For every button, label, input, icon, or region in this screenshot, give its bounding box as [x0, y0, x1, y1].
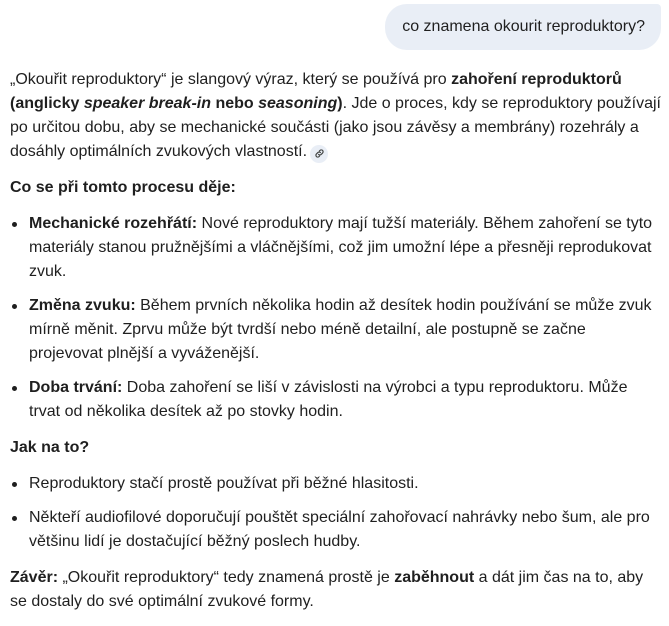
list-item-title: Mechanické rozehřátí: [29, 215, 198, 232]
model-response [10, 68, 661, 626]
list-item-text: Doba zahoření se liší v závislosti na výrobci a typu reproduktoru. Může trvat od několika desítek až po stovky hodin. [29, 379, 628, 420]
list-item-title: Změna zvuku: [29, 297, 136, 314]
list-item-text: Někteří audiofilové doporučují pouštět speciální zahořovací nahrávky nebo šum, ale pro většinu lidí je dostačující běžný poslech hudby. [29, 509, 650, 550]
section-heading-howto: Jak na to? [10, 439, 90, 456]
conclusion-text-2: a dát jim čas na to, aby se dostaly do své optimální zvukové formy. [10, 569, 644, 610]
list-item-text: Reproduktory stačí prostě používat při běžné hlasitosti. [29, 475, 419, 492]
intro-bold-1: zahoření reproduktorů (anglicky [10, 71, 622, 112]
conclusion-paragraph [10, 566, 661, 614]
process-list [10, 212, 661, 424]
list-item-text: Během prvních několika hodin až desítek hodin používání se může zvuk mírně měnit. Zprvu může být tvrdší nebo méně detailní, ale postupně se začne projevovat plnější a vyváženější. [29, 297, 652, 362]
list-item [10, 212, 661, 284]
conclusion-label: Závěr: [10, 569, 59, 586]
intro-text-2: . Jde o proces, kdy se reproduktory používají po určitou dobu, aby se mechanické součásti (jako jsou závěsy a membrány) rozehrály a dosáhly optimálních zvukových vlastností. [10, 95, 661, 160]
intro-paragraph [10, 68, 661, 164]
source-link-chip[interactable] [310, 145, 328, 163]
list-item [10, 294, 661, 366]
intro-italic-1: speaker break-in [83, 95, 211, 112]
intro-bold-3: ) [337, 95, 343, 112]
list-item-title: Doba trvání: [29, 379, 123, 396]
bullet-dot [12, 304, 17, 309]
intro-italic-2: seasoning [258, 95, 338, 112]
user-message-bubble: co znamena okourit reproduktory? [385, 4, 661, 50]
bullet-dot [12, 482, 17, 487]
list-item [10, 472, 661, 496]
conclusion-bold: zaběhnout [394, 569, 475, 586]
conclusion-text-1: „Okouřit reproduktory“ tedy znamená prostě je [58, 569, 395, 586]
list-item [10, 506, 661, 554]
intro-text-1: „Okouřit reproduktory“ je slangový výraz, který se používá pro [10, 71, 452, 88]
list-item-text: Nové reproduktory mají tužší materiály. Během zahoření se tyto materiály stanou pružnějšími a vláčnějšími, což jim umožní lépe a přesněji reprodukovat zvuk. [29, 215, 653, 280]
section-heading-process: Co se při tomto procesu děje: [10, 179, 236, 196]
user-message-row [0, 4, 661, 50]
bullet-dot [12, 222, 17, 227]
link-icon [314, 148, 325, 159]
howto-list [10, 472, 661, 554]
bullet-dot [12, 386, 17, 391]
bullet-dot [12, 516, 17, 521]
list-item [10, 376, 661, 424]
intro-bold-2: nebo [211, 95, 259, 112]
